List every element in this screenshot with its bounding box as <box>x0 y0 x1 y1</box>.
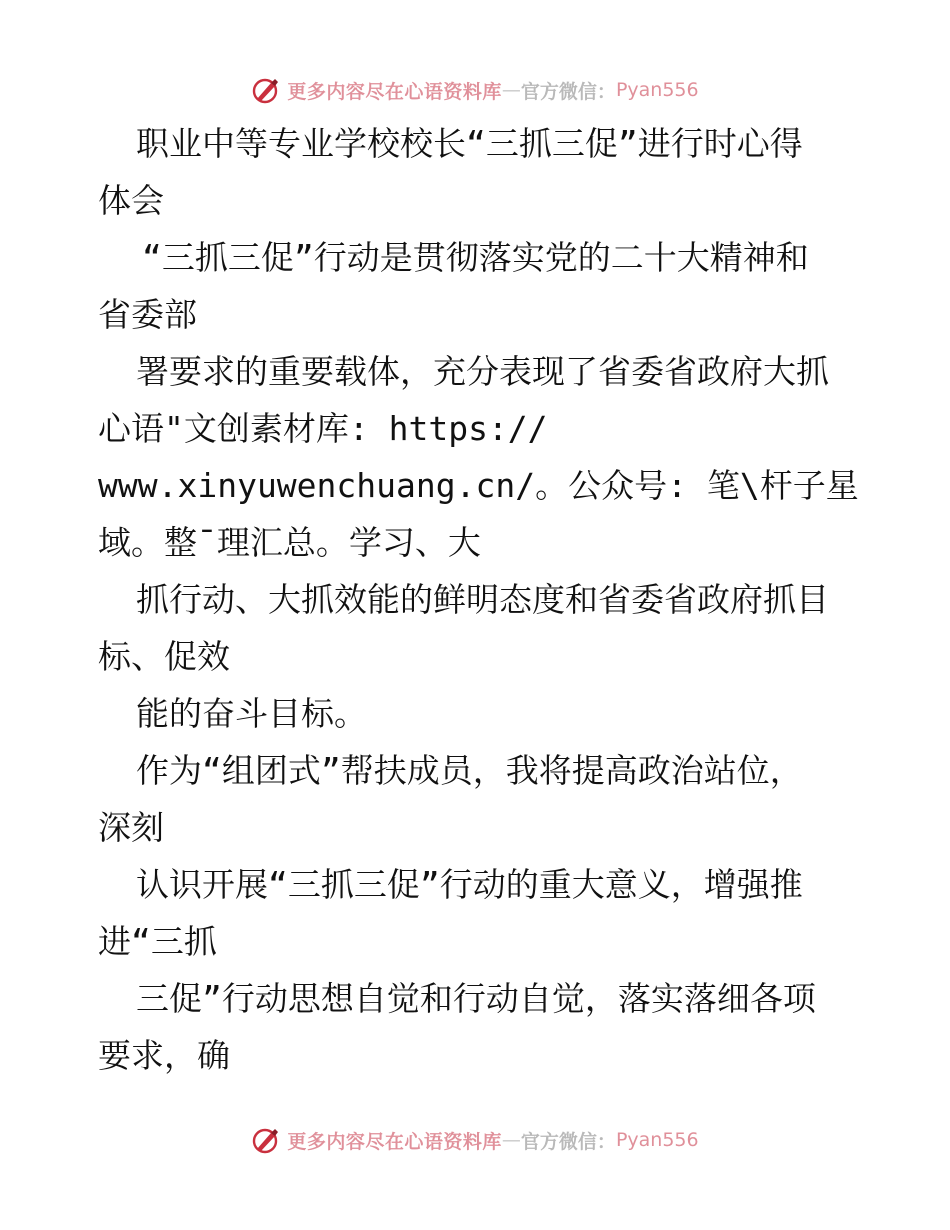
text-line: www.xinyuwenchuang.cn/。公众号: 笔\杆子星 <box>98 466 859 505</box>
header-banner <box>0 70 950 110</box>
pen-logo-icon <box>251 75 281 105</box>
text-line: 能的奋斗目标。 <box>136 694 367 733</box>
text-line: 体会 <box>98 181 164 220</box>
text-line: 省委部 <box>98 295 197 334</box>
banner-wechat-id: Pyan556 <box>615 1129 699 1151</box>
text-line: 要求，确 <box>98 1036 230 1075</box>
text-line: 进“三抓 <box>98 922 217 961</box>
banner-main-text: 更多内容尽在心语资料库 <box>287 1130 502 1153</box>
banner-main-text: 更多内容尽在心语资料库 <box>287 80 502 103</box>
text-line: 深刻 <box>98 808 164 847</box>
text-line: 心语"文创素材库: https:// <box>98 409 548 448</box>
text-line: 抓行动、大抓效能的鲜明态度和省委省政府抓目 <box>136 580 829 619</box>
footer-banner <box>0 1120 950 1160</box>
pen-logo-icon <box>251 1125 281 1155</box>
banner-dash: — <box>501 79 521 101</box>
document-body <box>98 115 898 1084</box>
text-line: 域。整¯理汇总。学习、大 <box>98 523 481 562</box>
text-line: 标、促效 <box>98 637 230 676</box>
text-line: 三促”行动思想自觉和行动自觉，落实落细各项 <box>136 979 816 1018</box>
text-line: 认识开展“三抓三促”行动的重大意义，增强推 <box>136 865 803 904</box>
text-line: 署要求的重要载体，充分表现了省委省政府大抓 <box>136 352 829 391</box>
banner-wechat-id: Pyan556 <box>615 79 699 101</box>
banner-dash: — <box>501 1129 521 1151</box>
banner-wechat-label: 官方微信： <box>520 1130 616 1153</box>
text-line: 职业中等专业学校校长“三抓三促”进行时心得 <box>136 124 803 163</box>
text-line: “三抓三促”行动是贯彻落实党的二十大精神和 <box>142 238 809 277</box>
text-line: 作为“组团式”帮扶成员，我将提高政治站位， <box>136 751 803 790</box>
banner-wechat-label: 官方微信： <box>520 80 616 103</box>
